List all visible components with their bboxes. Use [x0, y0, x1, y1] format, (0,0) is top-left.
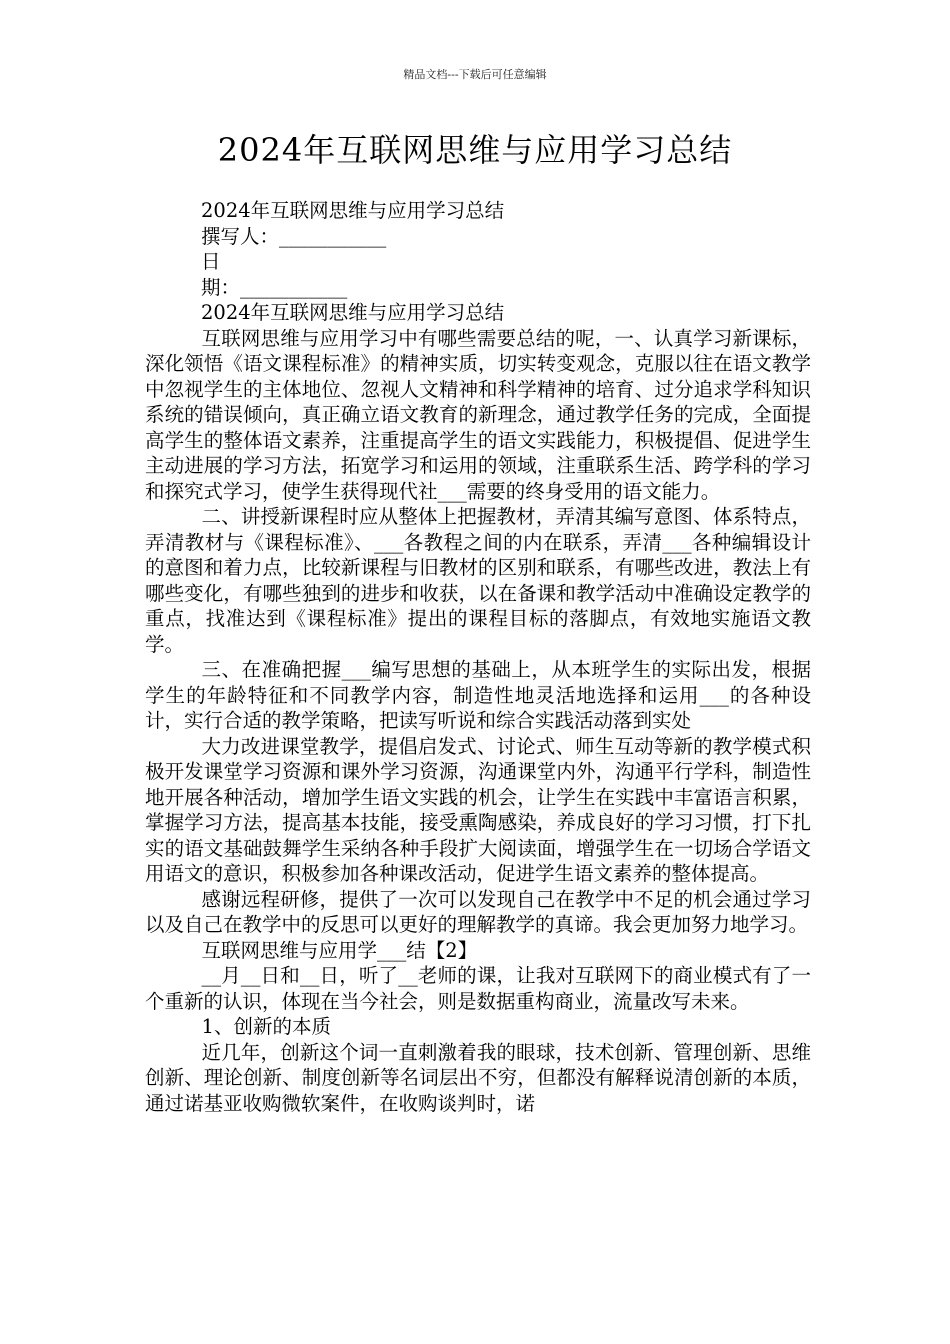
date-line-1: 日 [201, 250, 221, 273]
paragraph-4: 大力改进课堂教学，提倡启发式、讨论式、师生互动等新的教学模式积极开发课堂学习资源和课外学习资源，沟通课堂内外，沟通平行学科，制造性地开展各种活动，增加学生语文实践的机会，让学生在实践中丰富语言积累，掌握学习方法，提高基本技能，接受熏陶感染，养成良好的学习习惯，打下扎实的语文基础鼓舞学生采纳各种手段扩大阅读面，增强学生在一切场合学语文用语文的意识，积极参加各种课改活动，促进学生语文素养的整体提高。 [145, 734, 811, 885]
author-line: 撰写人：___________ [201, 224, 387, 248]
subtitle-repeat: 2024年互联网思维与应用学习总结 [201, 301, 505, 324]
paragraph-2: 二、讲授新课程时应从整体上把握教材，弄清其编写意图、体系特点，弄清教材与《课程标准》、___各教程之间的内在联系，弄清___各种编辑设计的意图和着力点，比较新课程与旧教材的区别和联系，有哪些改进，教法上有哪些变化，有哪些独到的进步和收获，以在备课和教学活动中准确设定教学的重点，找准达到《课程标准》提出的课程目标的落脚点，有效地实施语文教学。 [145, 505, 811, 656]
document-body [145, 198, 811, 1116]
document-title: 2024年互联网思维与应用学习总结 [217, 131, 733, 169]
date-line-2: 期：___________ [201, 275, 348, 299]
section-heading-2: 互联网思维与应用学___结【2】 [201, 938, 478, 962]
section-heading-innovation: 1、创新的本质 [201, 1015, 331, 1038]
subtitle: 2024年互联网思维与应用学习总结 [201, 199, 505, 222]
paragraph-5: 感谢远程研修，提供了一次可以发现自己在教学中不足的机会通过学习以及自己在教学中的反思可以更好的理解教学的真谛。我会更加努力地学习。 [145, 887, 811, 936]
paragraph-3: 三、在准确把握___编写思想的基础上，从本班学生的实际出发，根据学生的年龄特征和不同教学内容，制造性地灵活地选择和运用___的各种设计，实行合适的教学策略，把读写听说和综合实践活动落到实处 [145, 658, 811, 732]
paragraph-6: __月__日和__日，听了__老师的课，让我对互联网下的商业模式有了一个重新的认识，体现在当今社会，则是数据重构商业，流量改写未来。 [145, 964, 811, 1013]
paragraph-1: 互联网思维与应用学习中有哪些需要总结的呢，一、认真学习新课标，深化领悟《语文课程标准》的精神实质，切实转变观念，克服以往在语文教学中忽视学生的主体地位、忽视人文精神和科学精神的培育、过分追求学科知识系统的错误倾向，真正确立语文教育的新理念，通过教学任务的完成，全面提高学生的整体语文素养，注重提高学生的语文实践能力，积极提倡、促进学生主动进展的学习方法，拓宽学习和运用的领域，注重联系生活、跨学科的学习和探究式学习，使学生获得现代社___需要的终身受用的语文能力。 [145, 326, 811, 503]
paragraph-7: 近几年，创新这个词一直刺激着我的眼球，技术创新、管理创新、思维创新、理论创新、制度创新等名词层出不穷，但都没有解释说清创新的本质，通过诺基亚收购微软案件，在收购谈判时，诺 [145, 1040, 811, 1115]
page-header: 精品文档---下载后可任意编辑 [403, 68, 547, 81]
